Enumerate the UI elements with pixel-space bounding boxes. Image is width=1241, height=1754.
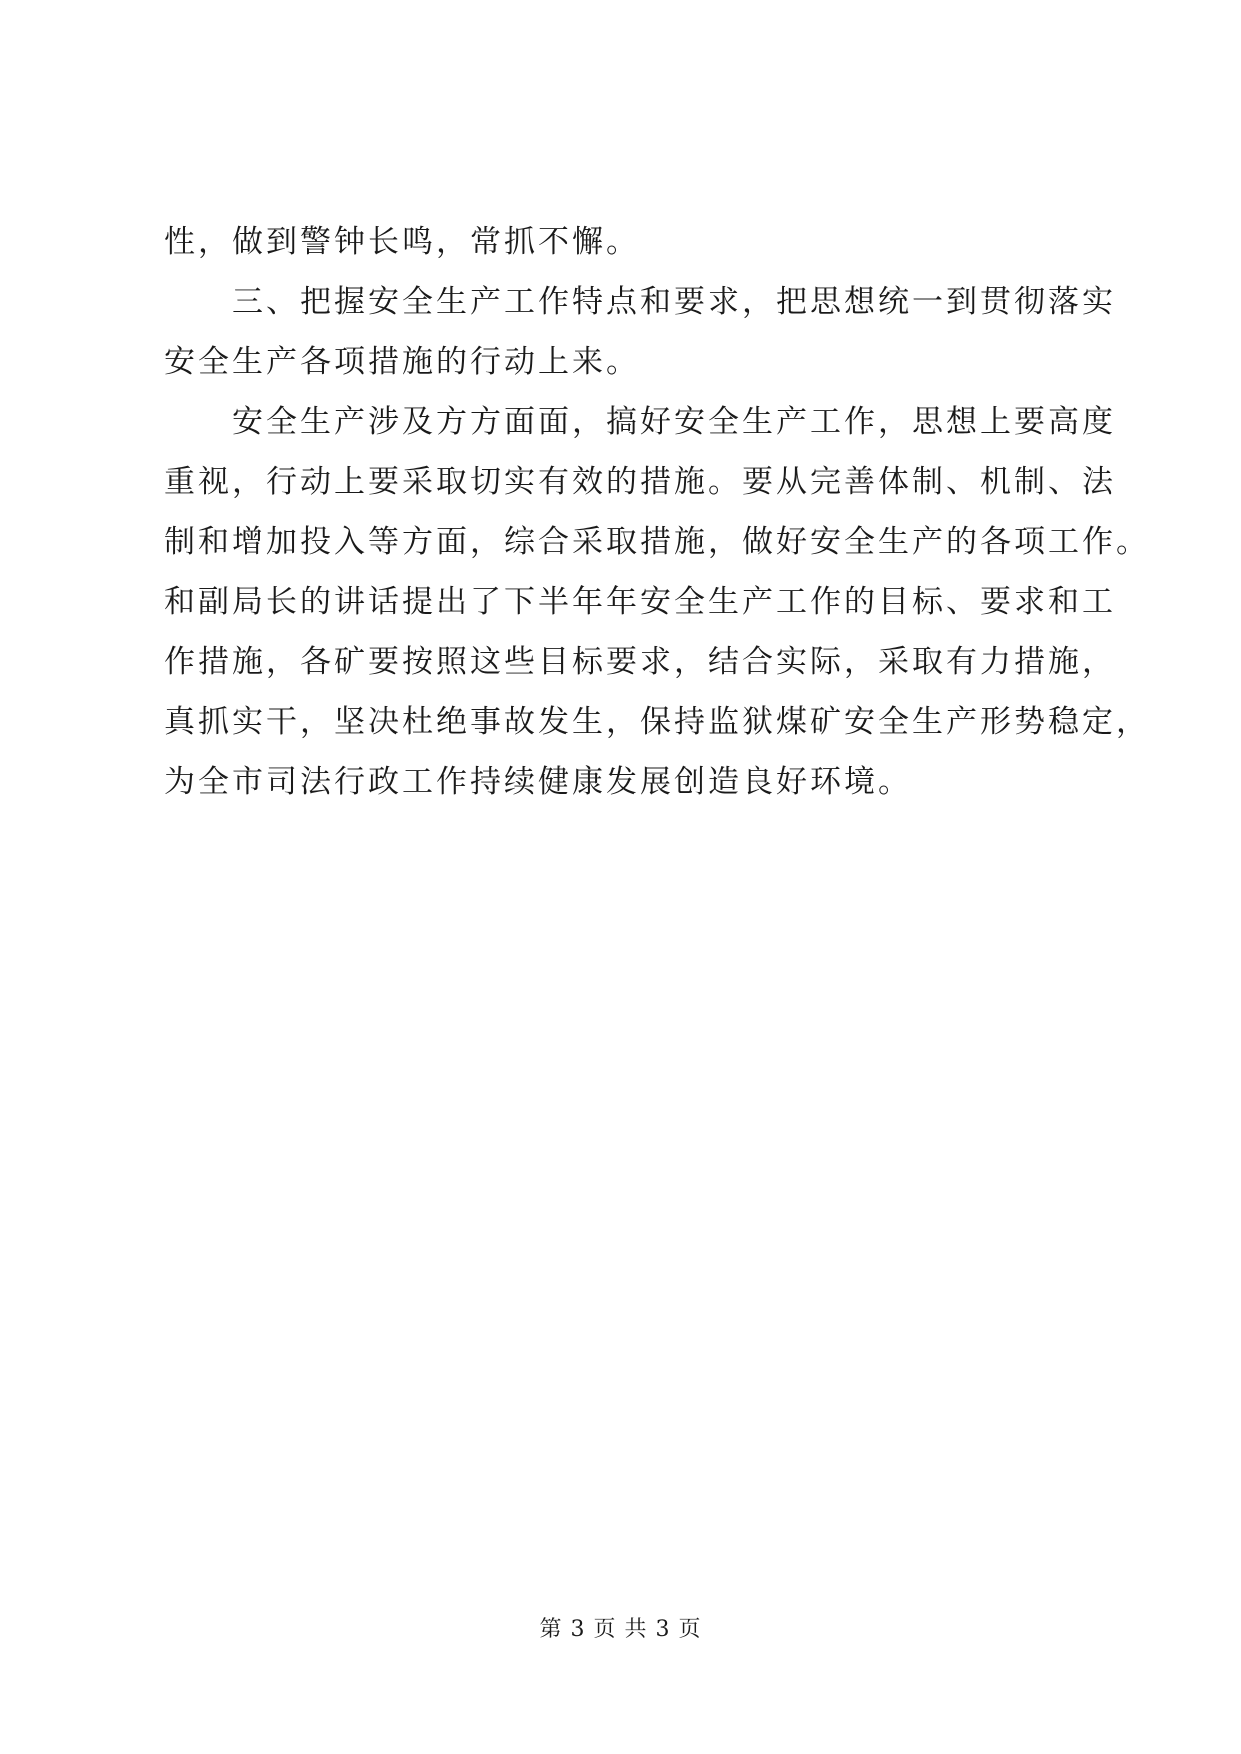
paragraph-line: 重视，行动上要采取切实有效的措施。要从完善体制、机制、法: [164, 464, 1116, 500]
paragraph-line: 为全市司法行政工作持续健康发展创造良好环境。: [164, 764, 912, 800]
page-footer: 第 3 页 共 3 页: [539, 1617, 702, 1642]
paragraph-line: 作措施，各矿要按照这些目标要求，结合实际，采取有力措施，: [164, 644, 1116, 680]
paragraph-line: 真抓实干，坚决杜绝事故发生，保持监狱煤矿安全生产形势稳定，: [164, 704, 1150, 740]
text-line: 性，做到警钟长鸣，常抓不懈。: [164, 224, 640, 260]
document-body: [164, 212, 1150, 812]
paragraph-line: 制和增加投入等方面，综合采取措施，做好安全生产的各项工作。: [164, 524, 1150, 560]
section-heading-line: 三、把握安全生产工作特点和要求，把思想统一到贯彻落实: [232, 284, 1116, 320]
paragraph-line: 安全生产涉及方方面面，搞好安全生产工作，思想上要高度: [232, 404, 1116, 440]
paragraph-line: 和副局长的讲话提出了下半年年安全生产工作的目标、要求和工: [164, 584, 1116, 620]
section-heading-line: 安全生产各项措施的行动上来。: [164, 344, 640, 380]
